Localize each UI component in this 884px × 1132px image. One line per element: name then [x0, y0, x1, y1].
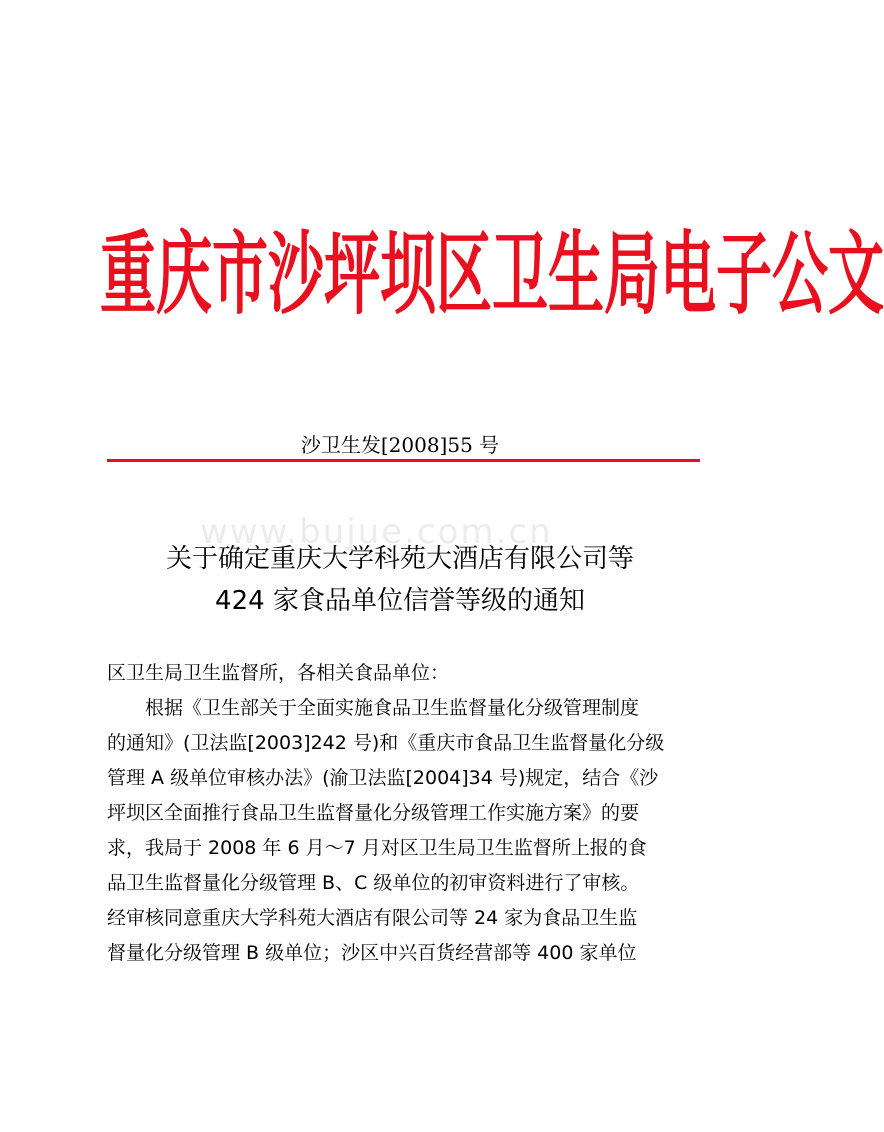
body-paragraph-line: 督量化分级管理 B 级单位；沙区中兴百货经营部等 400 家单位 — [107, 942, 637, 964]
body-paragraph-line: 的通知》(卫法监[2003]242 号)和《重庆市食品卫生监督量化分级 — [107, 732, 665, 754]
body-paragraph-line: 品卫生监督量化分级管理 B、C 级单位的初审资料进行了审核。 — [107, 872, 640, 894]
addressee: 区卫生局卫生监督所，各相关食品单位： — [107, 662, 450, 684]
body-paragraph-line: 坪坝区全面推行食品卫生监督量化分级管理工作实施方案》的要 — [107, 802, 640, 824]
body-paragraph-line: 经审核同意重庆大学科苑大酒店有限公司等 24 家为食品卫生监 — [107, 907, 638, 929]
body-paragraph-line: 根据《卫生部关于全面实施食品卫生监督量化分级管理制度 — [145, 697, 640, 719]
body-paragraph-line: 管理 A 级单位审核办法》(渝卫法监[2004]34 号)规定，结合《沙 — [107, 767, 659, 789]
document-number: 沙卫生发[2008]55 号 — [300, 433, 500, 457]
red-divider-line — [107, 459, 700, 462]
notice-title-line: 关于确定重庆大学科苑大酒店有限公司等 — [165, 544, 634, 574]
document-header-title: 重庆市沙坪坝区卫生局电子公文 — [100, 223, 884, 328]
document-body — [107, 656, 703, 971]
body-paragraph-line: 求，我局于 2008 年 6 月～7 月对区卫生局卫生监督所上报的食 — [107, 837, 647, 859]
watermark: www.bujue.com.cn — [200, 512, 553, 552]
notice-title-line: 424 家食品单位信誉等级的通知 — [215, 586, 585, 616]
notice-title — [100, 538, 700, 622]
